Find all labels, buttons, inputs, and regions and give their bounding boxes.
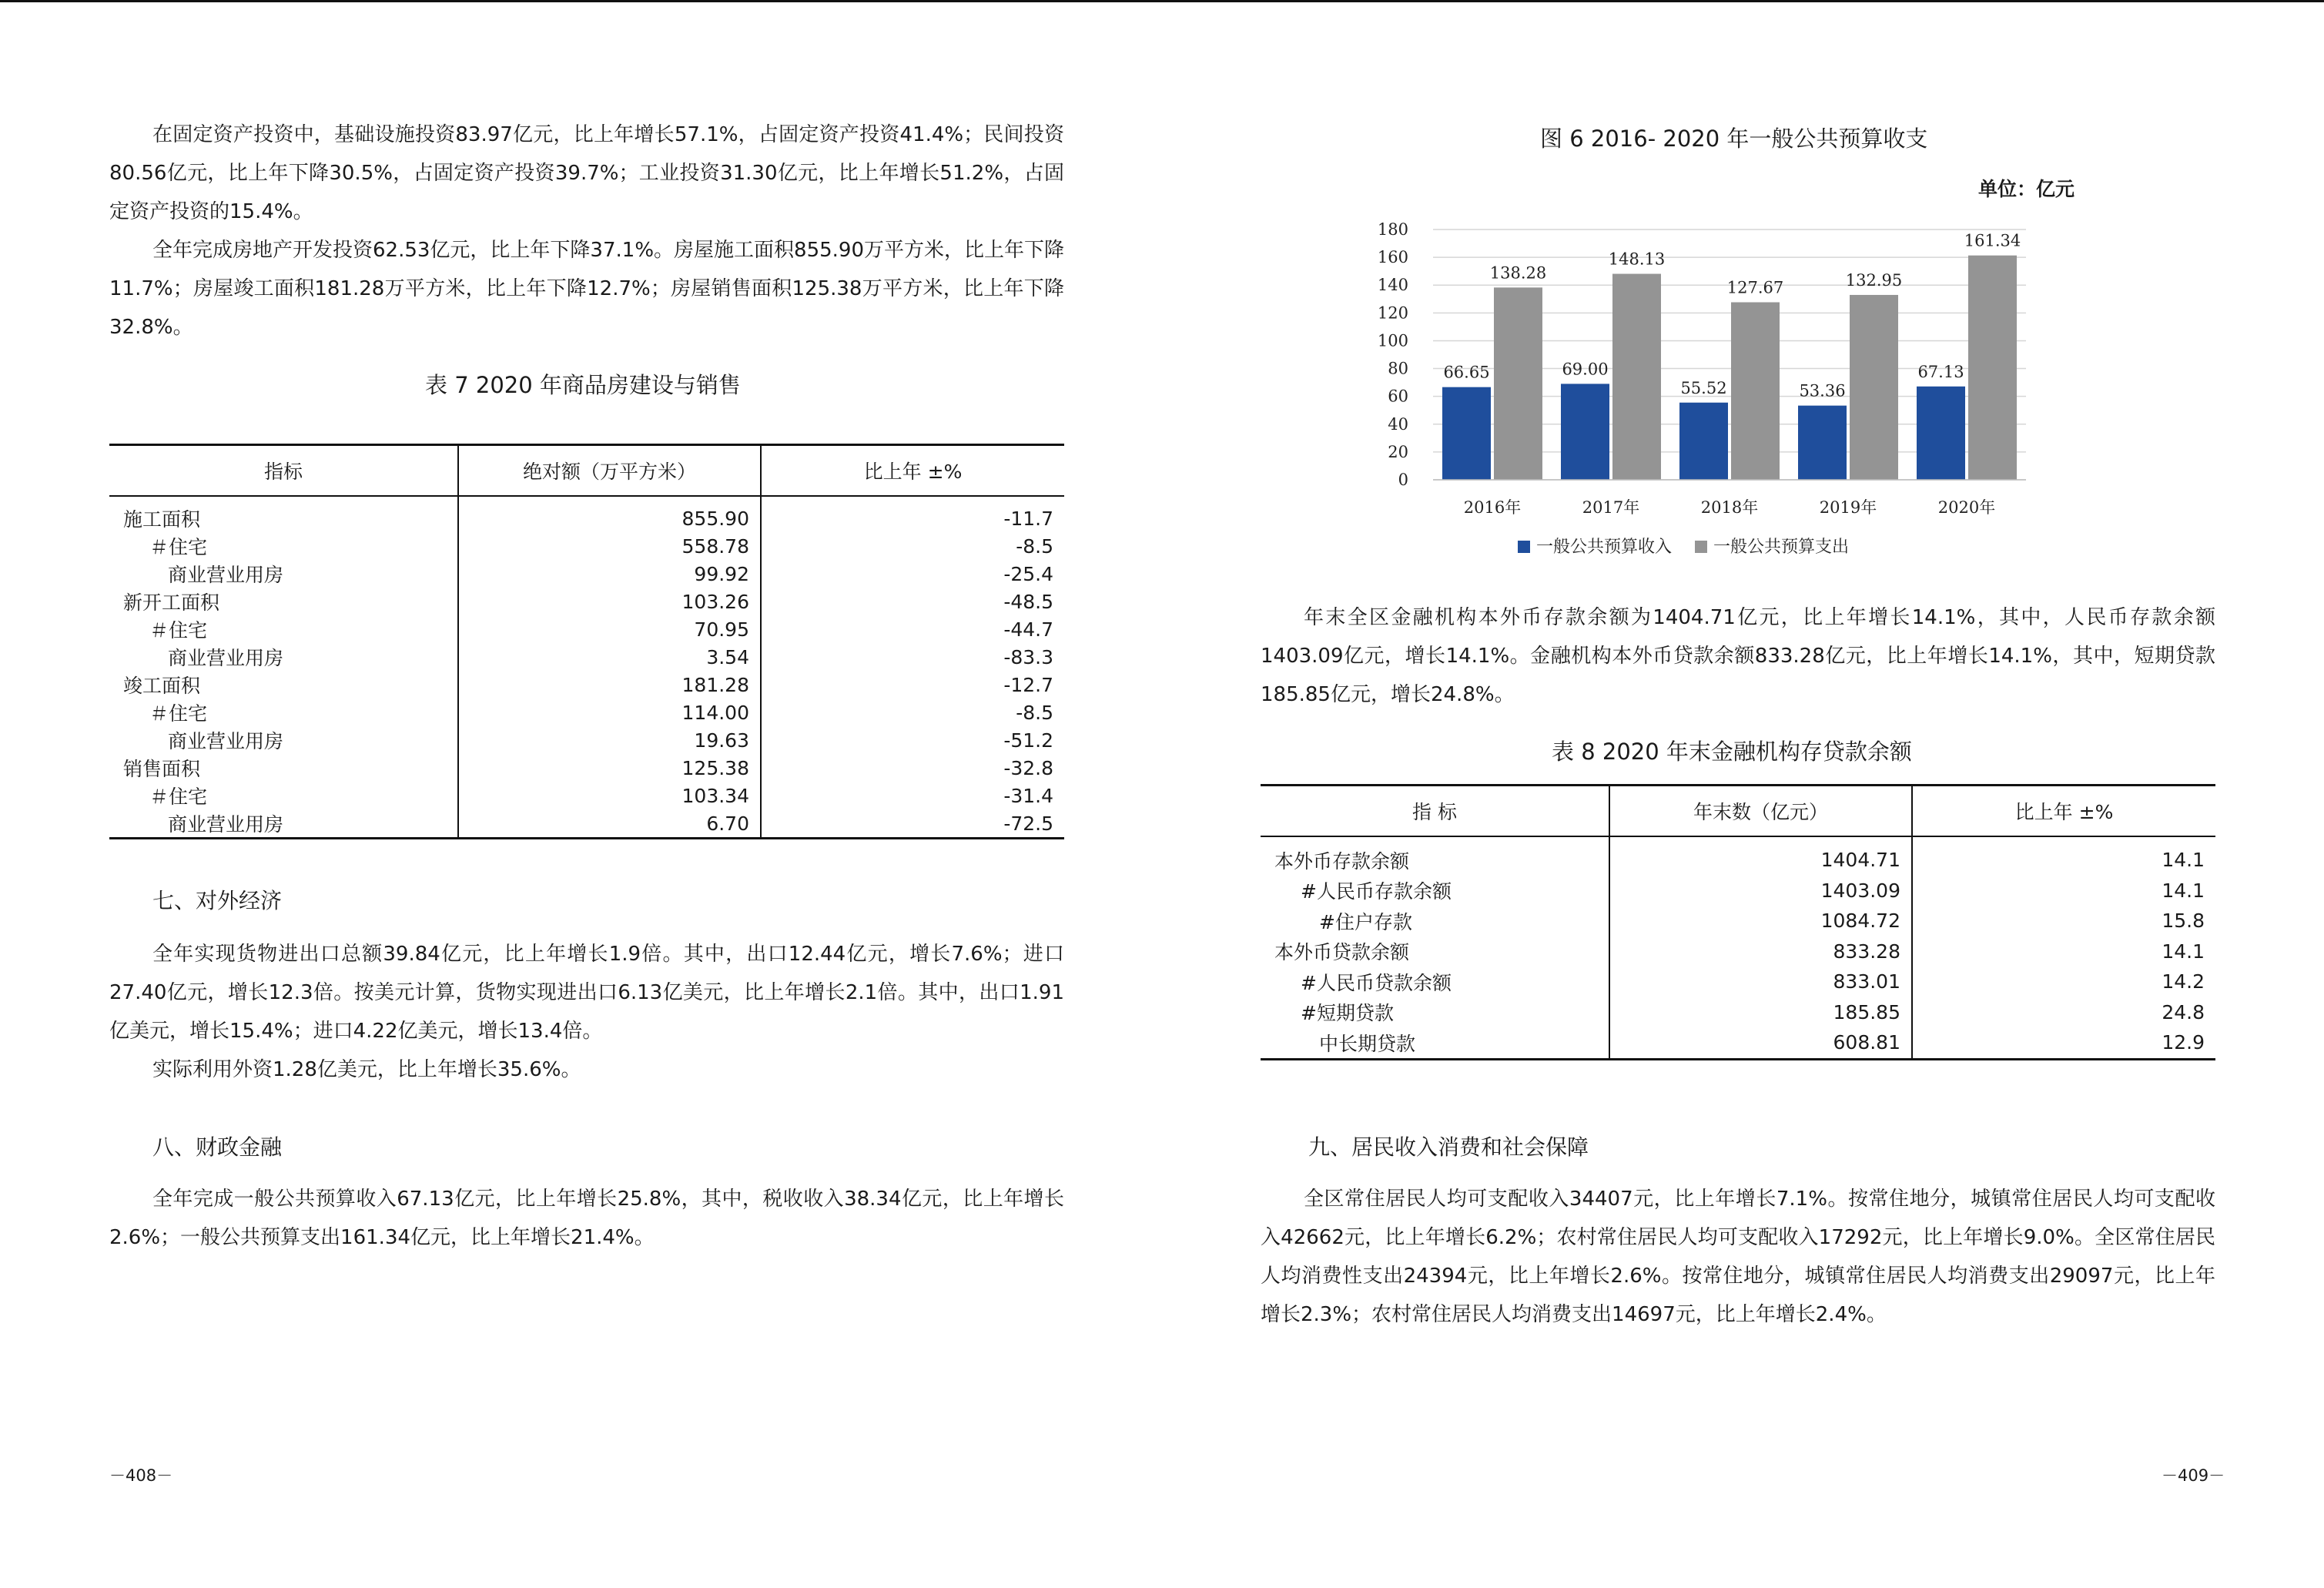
paragraph-fixed-investment: 在固定资产投资中，基础设施投资83.97亿元，比上年增长57.1%，占固定资产投资41.4%；民间投资80.56亿元，比上年下降30.5%，占固定资产投资39.7%；工业投资31.30亿元，比上年增长51.2%，占固定资产投资的15.4%。 xyxy=(109,123,1064,223)
row-label: ＃住宅 xyxy=(149,619,208,642)
y-tick-label: 140 xyxy=(1377,276,1408,295)
row-change: -8.5 xyxy=(761,699,1064,726)
table-row xyxy=(1261,876,2215,906)
table-row xyxy=(1261,936,2215,967)
row-change: -48.5 xyxy=(761,588,1064,615)
row-value: 855.90 xyxy=(458,496,761,532)
table7 xyxy=(109,444,1064,839)
legend-swatch xyxy=(1695,541,1707,553)
x-tick-label: 2020年 xyxy=(1937,498,1996,517)
data-label: 127.67 xyxy=(1726,278,1784,297)
section-heading-income: 九、居民收入消费和社会保障 xyxy=(1308,1134,1589,1160)
row-value: 103.34 xyxy=(458,782,761,809)
y-tick-label: 20 xyxy=(1388,442,1408,461)
paragraph-budget: 全年完成一般公共预算收入67.13亿元，比上年增长25.8%，其中，税收收入38.34亿元，比上年增长2.6%；一般公共预算支出161.34亿元，比上年增长21.4%。 xyxy=(109,1188,1064,1249)
row-label: 本外币存款余额 xyxy=(1274,849,1410,873)
table7-header-absolute: 绝对额（万平方米） xyxy=(458,445,761,497)
bar xyxy=(1612,274,1661,480)
paragraph-real-estate: 全年完成房地产开发投资62.53亿元，比上年下降37.1%。房屋施工面积855.90万平方米，比上年下降11.7%；房屋竣工面积181.28万平方米，比上年下降12.7%；房屋销售面积125.38万平方米，比上年下降32.8%。 xyxy=(109,239,1065,339)
table-row xyxy=(109,588,1064,615)
table7-header-indicator: 指标 xyxy=(109,445,458,497)
table-row xyxy=(109,754,1064,782)
table-row xyxy=(109,782,1064,809)
row-change: -32.8 xyxy=(761,754,1064,782)
row-value: 1404.71 xyxy=(1609,836,1912,876)
row-label: 竣工面积 xyxy=(123,675,201,697)
chart-legend xyxy=(1518,538,1849,557)
page-right xyxy=(1162,0,2324,1588)
data-label: 55.52 xyxy=(1680,378,1727,397)
row-change: 14.1 xyxy=(1912,876,2215,906)
table-row xyxy=(109,726,1064,754)
data-label: 69.00 xyxy=(1562,360,1609,379)
row-value: 181.28 xyxy=(458,671,761,699)
x-tick-label: 2017年 xyxy=(1582,498,1640,517)
row-label: #人民币存款余额 xyxy=(1301,880,1452,903)
bar xyxy=(1798,406,1847,480)
data-label: 161.34 xyxy=(1964,231,2021,250)
row-value: 608.81 xyxy=(1609,1027,1912,1059)
data-label: 53.36 xyxy=(1799,381,1846,400)
data-label: 138.28 xyxy=(1489,263,1547,283)
legend-label: 一般公共预算支出 xyxy=(1713,538,1850,557)
row-label: ＃住宅 xyxy=(149,536,208,558)
row-label: 本外币贷款余额 xyxy=(1274,941,1410,964)
row-value: 833.28 xyxy=(1609,936,1912,967)
table-row xyxy=(109,643,1064,671)
row-label: 销售面积 xyxy=(123,758,201,780)
section-heading-foreign-economy: 七、对外经济 xyxy=(152,888,283,913)
y-tick-label: 100 xyxy=(1377,331,1408,350)
row-value: 185.85 xyxy=(1609,997,1912,1028)
row-value: 833.01 xyxy=(1609,967,1912,997)
row-value: 70.95 xyxy=(458,615,761,643)
y-tick-label: 160 xyxy=(1377,248,1408,267)
row-value: 1084.72 xyxy=(1609,906,1912,936)
row-change: -25.4 xyxy=(761,560,1064,588)
data-label: 66.65 xyxy=(1443,363,1490,382)
bar xyxy=(1561,384,1609,480)
y-tick-label: 40 xyxy=(1388,414,1408,434)
table8-caption: 表 8 2020 年末金融机构存贷款余额 xyxy=(1552,739,1912,765)
table-row xyxy=(1261,997,2215,1028)
table8-header-indicator: 指 标 xyxy=(1261,786,1609,837)
table-row xyxy=(1261,906,2215,936)
x-tick-label: 2016年 xyxy=(1463,498,1522,517)
page-number: －408－ xyxy=(109,1466,173,1485)
row-label: ＃住宅 xyxy=(149,702,208,725)
row-change: -72.5 xyxy=(761,809,1064,839)
bar xyxy=(1850,295,1898,480)
row-change: 12.9 xyxy=(1912,1027,2215,1059)
row-label: ＃住宅 xyxy=(149,786,208,808)
row-value: 103.26 xyxy=(458,588,761,615)
row-label: #人民币贷款余额 xyxy=(1301,971,1452,994)
row-change: 14.1 xyxy=(1912,936,2215,967)
bar xyxy=(1679,403,1728,480)
row-value: 1403.09 xyxy=(1609,876,1912,906)
table-row xyxy=(109,532,1064,560)
row-label: 中长期贷款 xyxy=(1319,1032,1416,1055)
row-change: 14.1 xyxy=(1912,836,2215,876)
y-tick-label: 60 xyxy=(1388,387,1408,406)
row-change: -44.7 xyxy=(761,615,1064,643)
paragraph-foreign-capital: 实际利用外资1.28亿美元，比上年增长35.6%。 xyxy=(152,1058,581,1081)
row-value: 99.92 xyxy=(458,560,761,588)
row-label: 新开工面积 xyxy=(123,591,220,614)
paragraph-deposits: 年末全区金融机构本外币存款余额为1404.71亿元，比上年增长14.1%，其中，人民币存款余额1403.09亿元，增长14.1%。金融机构本外币贷款余额833.28亿元，比上年增长14.1%，其中，短期贷款185.85亿元，增长24.8%。 xyxy=(1261,606,2215,706)
row-change: -11.7 xyxy=(761,496,1064,532)
bar xyxy=(1494,287,1542,480)
table8-header-yearend: 年末数（亿元） xyxy=(1609,786,1912,837)
row-change: 14.2 xyxy=(1912,967,2215,997)
x-tick-label: 2018年 xyxy=(1700,498,1759,517)
table8 xyxy=(1261,784,2215,1060)
row-label: 商业营业用房 xyxy=(168,564,284,586)
row-value: 114.00 xyxy=(458,699,761,726)
table-row xyxy=(109,671,1064,699)
row-value: 19.63 xyxy=(458,726,761,754)
table-row xyxy=(1261,967,2215,997)
row-change: 24.8 xyxy=(1912,997,2215,1028)
row-change: 15.8 xyxy=(1912,906,2215,936)
data-label: 132.95 xyxy=(1845,270,1903,290)
row-change: -8.5 xyxy=(761,532,1064,560)
chart-caption: 图 6 2016- 2020 年一般公共预算收支 xyxy=(1540,126,1928,152)
table-row xyxy=(109,699,1064,726)
bar xyxy=(1731,302,1780,480)
y-tick-label: 0 xyxy=(1398,471,1408,489)
budget-bar-chart xyxy=(1371,214,2141,576)
x-tick-label: 2019年 xyxy=(1819,498,1877,517)
data-label: 148.13 xyxy=(1608,250,1666,269)
row-change: -12.7 xyxy=(761,671,1064,699)
row-value: 558.78 xyxy=(458,532,761,560)
row-label: #短期贷款 xyxy=(1301,1002,1394,1025)
y-tick-label: 120 xyxy=(1377,303,1408,323)
table7-header-change: 比上年 ±% xyxy=(761,445,1064,497)
row-label: 商业营业用房 xyxy=(168,813,284,836)
row-label: 商业营业用房 xyxy=(168,730,284,752)
table-row xyxy=(109,809,1064,839)
page-number: －409－ xyxy=(2162,1466,2225,1485)
y-tick-label: 180 xyxy=(1377,220,1408,239)
row-label: 施工面积 xyxy=(123,508,201,531)
table-row xyxy=(109,615,1064,643)
paragraph-income: 全区常住居民人均可支配收入34407元，比上年增长7.1%。按常住地分，城镇常住居民人均可支配收入42662元，比上年增长6.2%；农村常住居民人均可支配收入17292元，比上年增长9.0%。全区常住居民人均消费性支出24394元，比上年增长2.6%。按常住地分，城镇常住居民人均消费支出29097元，比上年增长2.3%；农村常住居民人均消费支出14697元，比上年增长2.4%。 xyxy=(1261,1188,2215,1326)
section-heading-finance: 八、财政金融 xyxy=(152,1134,283,1160)
row-value: 3.54 xyxy=(458,643,761,671)
row-value: 6.70 xyxy=(458,809,761,839)
paragraph-trade: 全年实现货物进出口总额39.84亿元，比上年增长1.9倍。其中，出口12.44亿元，增长7.6%；进口27.40亿元，增长12.3倍。按美元计算，货物实现进出口6.13亿美元，比上年增长2.1倍。其中，出口1.91亿美元，增长15.4%；进口4.22亿美元，增长13.4倍。 xyxy=(109,943,1064,1043)
table-row xyxy=(1261,836,2215,876)
legend-label: 一般公共预算收入 xyxy=(1536,538,1673,557)
bar xyxy=(1917,387,1965,480)
table8-header-change: 比上年 ±% xyxy=(1912,786,2215,837)
table-row xyxy=(109,496,1064,532)
row-value: 125.38 xyxy=(458,754,761,782)
table7-caption: 表 7 2020 年商品房建设与销售 xyxy=(425,372,741,398)
legend-swatch xyxy=(1518,541,1530,553)
chart-unit-label: 单位：亿元 xyxy=(1978,178,2075,200)
table-row xyxy=(1261,1027,2215,1059)
row-label: 商业营业用房 xyxy=(168,647,284,669)
y-tick-label: 80 xyxy=(1388,359,1408,378)
table-row xyxy=(109,560,1064,588)
row-change: -51.2 xyxy=(761,726,1064,754)
bar xyxy=(1442,387,1491,480)
bar xyxy=(1968,256,2017,480)
row-label: #住户存款 xyxy=(1319,910,1412,933)
row-change: -83.3 xyxy=(761,643,1064,671)
row-change: -31.4 xyxy=(761,782,1064,809)
data-label: 67.13 xyxy=(1917,362,1964,381)
